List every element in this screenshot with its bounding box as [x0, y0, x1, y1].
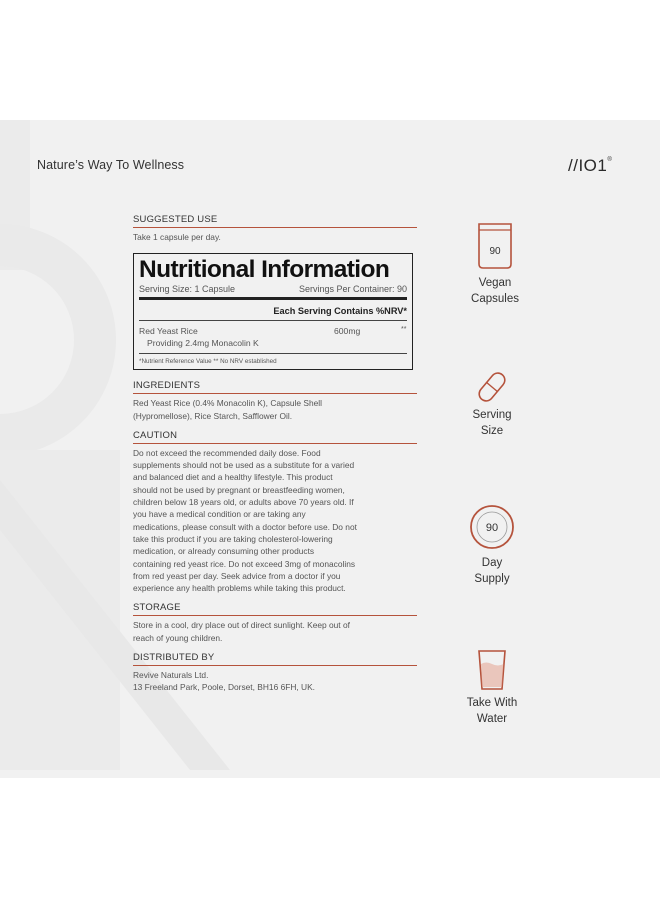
section-title: CAUTION — [133, 430, 417, 444]
badge-label: Day — [481, 557, 503, 569]
badge-label: Capsules — [471, 292, 519, 305]
badge-label: Size — [480, 424, 504, 437]
brand-logo: //IO1® — [568, 156, 613, 175]
caution-section — [133, 430, 417, 595]
section-title: DISTRIBUTED BY — [133, 652, 417, 666]
badge-label: Take With — [466, 697, 518, 709]
serving-size: Serving Size: 1 Capsule — [139, 284, 236, 295]
capsule-icon — [470, 368, 514, 406]
section-title: STORAGE — [133, 602, 417, 616]
nutrient-name: Red Yeast Rice — [139, 326, 198, 337]
badge-take-with-water — [442, 648, 542, 727]
badge-label: Vegan — [478, 277, 512, 289]
nutrient-amount: 600mg — [334, 326, 361, 337]
section-text: Red Yeast Rice (0.4% Monacolin K), Capsule Shell (Hypromellose), Rice Starch, Safflower Oil. — [133, 398, 323, 421]
nrv-footnote: *Nutrient Reference Value ** No NRV established — [139, 358, 277, 366]
nutrition-heading: Nutritional Information — [139, 256, 390, 284]
each-serving-header: Each Serving Contains %NRV* — [139, 300, 407, 321]
nutrition-facts-table — [133, 253, 413, 370]
svg-text:90: 90 — [485, 522, 499, 534]
water-glass-icon — [474, 648, 510, 692]
badge-label: Water — [476, 712, 508, 725]
section-text: Store in a cool, dry place out of direct sunlight. Keep out of reach of young children. — [133, 620, 350, 643]
pouch-icon — [473, 220, 517, 272]
storage-section — [133, 602, 417, 644]
suggested-use-section — [133, 214, 417, 243]
badge-vegan-capsules — [445, 220, 545, 307]
section-title: SUGGESTED USE — [133, 214, 417, 228]
brand-tagline: Nature’s Way To Wellness — [37, 158, 185, 172]
svg-text:90: 90 — [489, 246, 501, 257]
serving-info-row — [139, 284, 407, 300]
badge-serving-size — [442, 368, 542, 439]
section-text: Do not exceed the recommended daily dose. Food supplements should not be used as a substitute for a varied and balanced diet and a healthy lifestyle. This product should not be used by pregnant or breastfeeding women, children below 18 years old, or adults above 70 years old. If you have a medical condition or are taking any medications, please consult with a doctor before use. Do not take this product if you are taking cholesterol-lowering medication, or already consuming other products containing red yeast rice. Do not exceed 3mg of monacolins from red yeast per day. Seek advice from a doctor if you experience any health problems while taking this product. — [133, 447, 357, 594]
product-info-panel — [0, 120, 660, 778]
nutrient-row — [139, 326, 407, 338]
badge-day-supply — [442, 502, 542, 587]
badge-label: Serving — [472, 409, 512, 421]
section-text: Take 1 capsule per day. — [133, 232, 221, 242]
ingredients-section — [133, 380, 417, 422]
label-content — [133, 214, 417, 694]
badge-label: Supply — [474, 572, 510, 585]
nutrient-subrow: Providing 2.4mg Monacolin K — [139, 338, 407, 354]
distributor-section — [133, 652, 417, 694]
section-text: Revive Naturals Ltd. 13 Freeland Park, Poole, Dorset, BH16 6FH, UK. — [133, 670, 316, 693]
nutrient-nrv: ** — [401, 326, 407, 334]
servings-per-container: Servings Per Container: 90 — [298, 284, 407, 295]
section-title: INGREDIENTS — [133, 380, 417, 394]
day-circle-icon — [467, 502, 517, 552]
